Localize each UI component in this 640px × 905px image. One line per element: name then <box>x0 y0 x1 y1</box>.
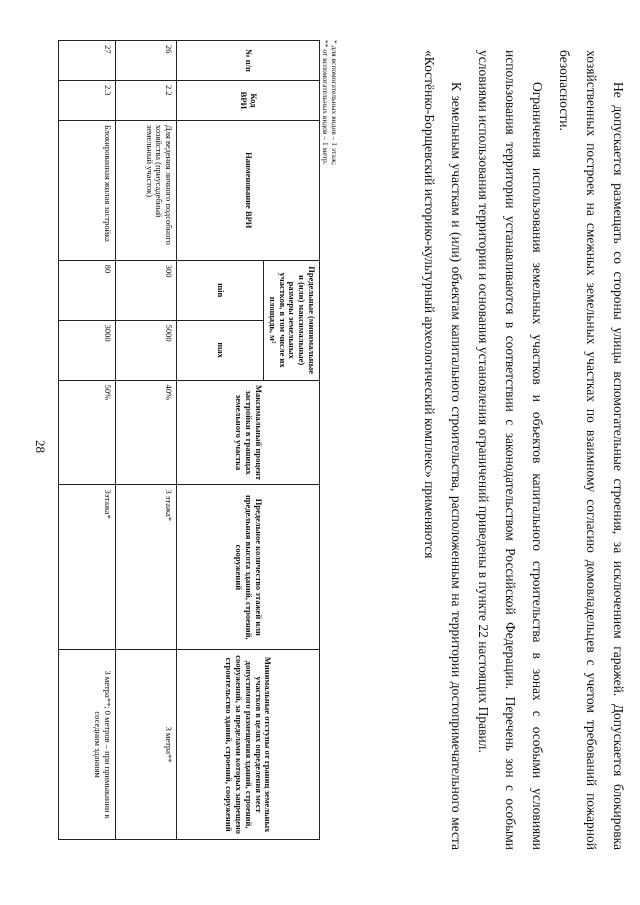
header-name: Наименование ВРИ <box>177 120 320 260</box>
cell-percent: 50% <box>59 380 116 485</box>
footnote: * для вспомогательных видов – 1 этаж; <box>330 40 339 166</box>
footnote: ** от вспомогательных видов – 1 метр. <box>321 40 331 165</box>
header-setbacks: Минимальные отступы от границ земельных участков в целях определения мест допустимого размещения зданий, строений, сооружений, за пределами которых запрещено строительство зданий, строений, сооружений <box>177 650 320 840</box>
header-max: max <box>177 320 264 380</box>
cell-num: 26 <box>116 41 177 81</box>
header-code: Код ВРИ <box>177 80 320 120</box>
cell-min: 80 <box>59 260 116 320</box>
header-min: min <box>177 260 264 320</box>
body-text <box>416 50 632 850</box>
header-num: № п/п <box>177 41 320 81</box>
paragraph: Не допускается размещать со стороны улицы вспомогательные строения, за исключением гаражей. Допускается блокировка хозяйственных построек на смежных земельных участках по взаимному согласию домовладельцев с учетом требований пожарной безопасности. <box>557 50 626 850</box>
vri-table <box>58 40 320 840</box>
cell-percent: 40% <box>116 380 177 485</box>
cell-max: 5000 <box>116 320 177 380</box>
cell-num: 27 <box>59 41 116 81</box>
cell-code: 2.2 <box>116 80 177 120</box>
cell-setbacks: 3 метра**; 0 метров – при примыкании к соседним зданиям <box>59 650 116 840</box>
table-footnotes <box>321 40 338 340</box>
header-percent: Максимальный процент застройки в границах земельного участка <box>177 380 320 485</box>
table-row <box>116 41 177 840</box>
cell-max: 3000 <box>59 320 116 380</box>
table-row <box>59 41 116 840</box>
cell-name: Блокированная жилая застройка <box>59 120 116 260</box>
cell-code: 2.3 <box>59 80 116 120</box>
paragraph: К земельным участкам и (или) объектам капитального строительства, расположенным на территории достопримечательного места «Костёнко-Борщевский историко-культурный археологический комплекс» применяются <box>422 50 464 850</box>
header-floors: Предельное количество этажей или предельная высота зданий, строений, сооружений <box>177 485 320 650</box>
cell-setbacks: 3 метра** <box>116 650 177 840</box>
paragraph: Ограничения использования земельных участков и объектов капитального строительства в зонах с особыми условиями использования территории устанавливаются в соответствии с законодательством Российской Федерации. Перечень зон с особыми условиями использования территории и основания установления ограничений приведены в пункте 22 настоящих Правил. <box>476 50 545 850</box>
cell-floors: 3этажа* <box>59 485 116 650</box>
cell-name: Для ведения личного подсобного хозяйства (приусадебный земельный участок) <box>116 120 177 260</box>
cell-min: 300 <box>116 260 177 320</box>
cell-floors: 3 этажа* <box>116 485 177 650</box>
header-sizes: Предельные (минимальные и (или) максимальные) размеры земельных участков, в том числе их площадь, м² <box>264 260 320 380</box>
page-number: 28 <box>33 440 48 453</box>
